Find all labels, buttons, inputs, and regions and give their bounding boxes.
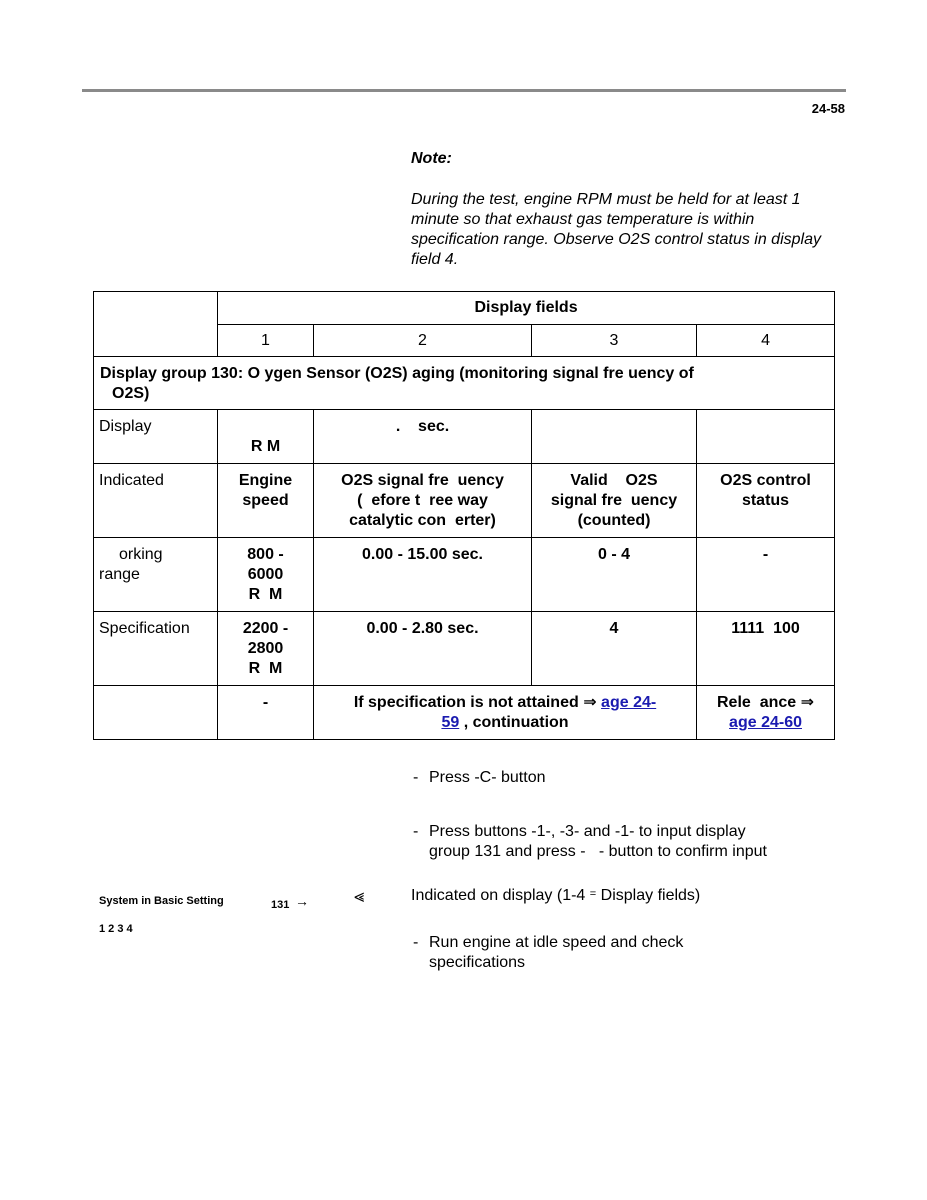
cell [314,686,697,740]
cell-text: , continuation [463,714,569,731]
cell: 1111 100 [697,612,835,686]
table-row [94,612,835,686]
page-link[interactable]: 59 [441,714,460,731]
display-group-title [94,357,835,410]
step-item [413,933,833,973]
cell-line: 2200 - [242,620,289,637]
display-title: System in Basic Setting [99,895,224,907]
step-text: Press -C- button [429,769,546,786]
cell [314,464,532,538]
step-dash: - [413,823,419,840]
cell-line: 2800 [247,640,284,657]
cell-line: 800 - [247,546,284,563]
cell: . sec. [314,410,532,464]
cell-line: orking [119,546,163,563]
table-corner [94,292,218,357]
right-arrow-icon: ⇒ [583,694,597,711]
page-number: 24-58 [811,101,845,116]
step-dash: - [413,934,419,951]
field-number: 2 [314,325,532,357]
cell-line: R M [248,660,283,677]
step-text: Press buttons -1-, -3- and -1- to input display [429,823,746,840]
cell-line: Valid O2S [570,472,658,489]
cell-line: 6000 [247,566,284,583]
cell-line: O2S control [720,472,811,489]
cell: 0.00 - 2.80 sec. [314,612,532,686]
cell [218,612,314,686]
cell [532,464,697,538]
row-label [94,538,218,612]
cell: - [218,686,314,740]
cell-line: status [741,492,790,509]
right-arrow-icon: → [295,893,309,909]
cell: 0 - 4 [532,538,697,612]
top-rule [82,89,846,92]
row-label: Indicated [94,464,218,538]
cell: 4 [532,612,697,686]
table-row [94,538,835,612]
display-group-number: 131 [271,899,290,911]
cell [532,410,697,464]
cell [218,464,314,538]
cell-line: speed [242,492,289,509]
cell-line: Engine [238,472,293,489]
field-number: 3 [532,325,697,357]
indicated-tail: Display fields) [600,887,701,904]
field-number: 1 [218,325,314,357]
cell-line: ( efore t ree way [357,492,488,509]
cell-line: O2S signal fre uency [341,472,504,489]
display-fields-table [93,291,835,740]
field-number: 4 [697,325,835,357]
indicated-label: Indicated on display (1-4 [411,887,586,904]
table-row [94,410,835,464]
cell-text: R M [250,438,281,455]
step-text: group 131 and press - - button to confirm input [429,843,767,860]
cell-line: signal fre uency [550,492,678,509]
page-link[interactable]: age 24- [601,694,657,711]
step-dash: - [413,769,419,786]
row-label: Specification [94,612,218,686]
cell [218,410,314,464]
group-title-line: O2S) [112,385,150,402]
cell-line: R M [248,586,283,603]
cell: - [697,538,835,612]
table-row [94,686,835,740]
equals-sign: = [589,888,597,900]
step-item [413,768,833,788]
display-fields-header: Display fields [218,292,835,325]
cell-text: Rele ance [717,694,797,711]
cell [218,538,314,612]
note-body: During the test, engine RPM must be held for at least 1 minute so that exhaust gas temperature is within specification range. Observe O2S control status in display field 4. [411,191,821,268]
cell-line: (counted) [577,512,651,529]
display-field-numbers: 1 2 3 4 [99,923,133,935]
cell-line: catalytic con erter) [349,512,496,529]
cell [697,410,835,464]
right-arrow-icon: ⇒ [800,694,815,711]
pointing-hand-icon: ⪡ [354,886,365,906]
step-item [413,822,833,862]
page-link[interactable]: age 24-60 [729,714,802,731]
cell [697,464,835,538]
cell: 0.00 - 15.00 sec. [314,538,532,612]
step-text: Run engine at idle speed and check [429,934,684,951]
cell-line: range [99,566,140,583]
row-label [94,686,218,740]
cell [697,686,835,740]
group-title-line: Display group 130: O ygen Sensor (O2S) aging (monitoring signal fre uency of [100,365,694,382]
cell-text: If specification is not attained [353,694,579,711]
row-label: Display [94,410,218,464]
indicated-text [411,887,700,905]
step-text: specifications [429,954,526,971]
table-row [94,464,835,538]
note-title: Note: [411,150,452,167]
